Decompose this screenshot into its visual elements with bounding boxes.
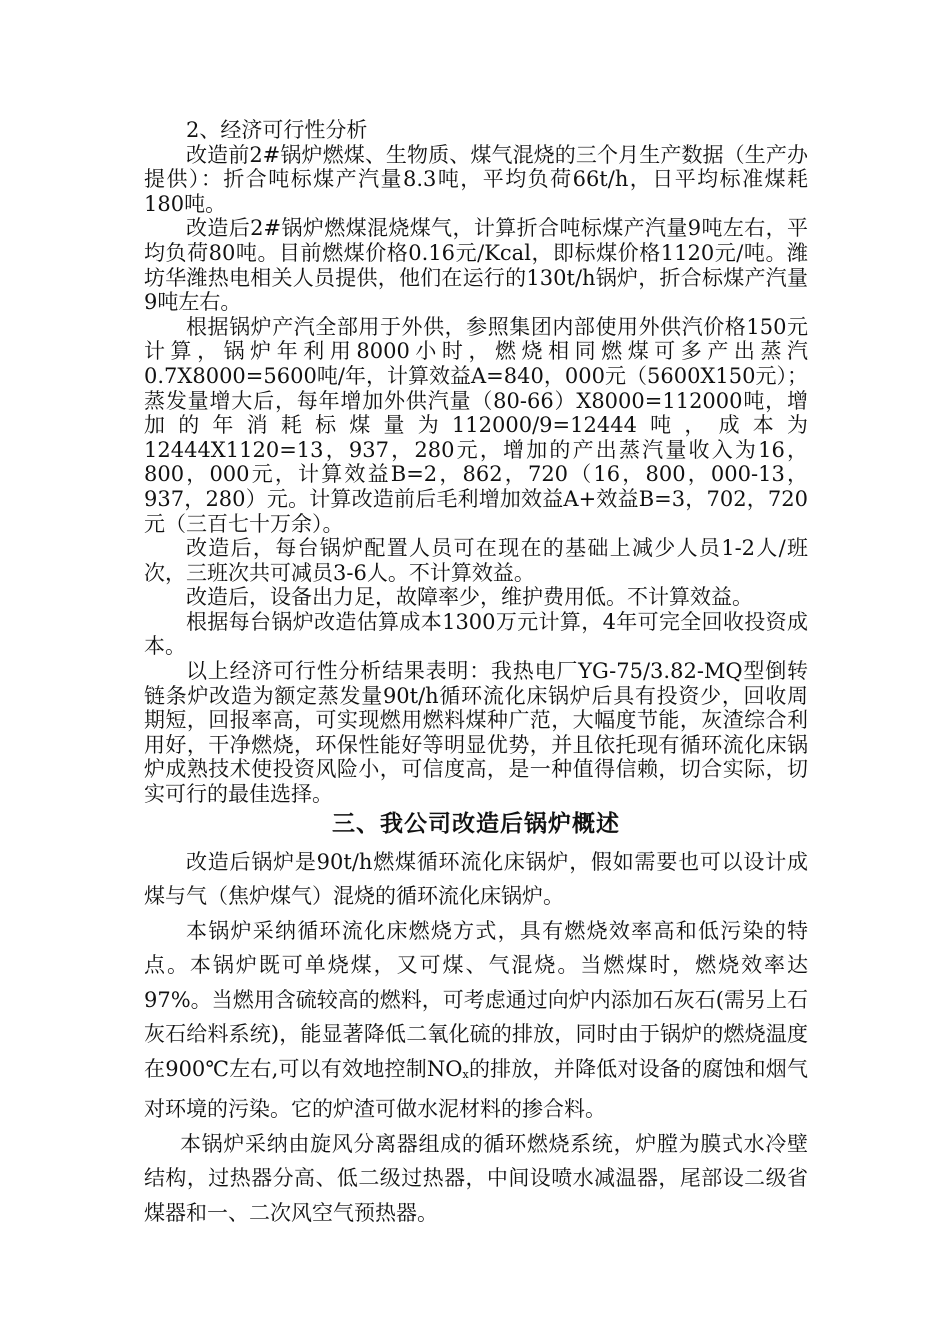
paragraph-conclusion: 以上经济可行性分析结果表明：我热电厂YG-75/3.82-MQ型倒转链条炉改造为额定蒸发量90t/h循环流化床锅炉后具有投资少，回收周期短，回报率高，可实现燃用燃料煤种广范，大幅度节能，灰渣综合利用好，干净燃烧，环保性能好等明显优势，并且依托现有循环流化床锅炉成熟技术使投资风险小，可信度高，是一种值得信赖，切合实际，切实可行的最佳选择。 — [144, 659, 808, 807]
boiler-overview-section — [144, 845, 808, 1231]
combustion-text-part2: 的排放，并降低对设备的腐蚀和烟气对环境的污染。它的炉渣可做水泥材料的掺合料。 — [144, 1056, 809, 1122]
paragraph-boiler-type: 改造后锅炉是90t/h燃煤循环流化床锅炉，假如需要也可以设计成煤与气（焦炉煤气）混烧的循环流化床锅炉。 — [144, 849, 808, 909]
section-heading: 三、我公司改造后锅炉概述 — [332, 810, 620, 837]
paragraph-before-retrofit: 改造前2#锅炉燃煤、生物质、煤气混烧的三个月生产数据（生产办提供）：折合吨标煤产汽量8.3吨，平均负荷66t/h，日平均标准煤耗180吨。 — [144, 142, 808, 216]
paragraph-after-retrofit: 改造后2#锅炉燃煤混烧煤气，计算折合吨标煤产汽量9吨左右，平均负荷80吨。目前燃煤价格0.16元/Kcal，即标煤价格1120元/吨。潍坊华潍热电相关人员提供，他们在运行的130t/h锅炉，折合标煤产汽量9吨左右。 — [144, 216, 808, 315]
paragraph-circulation-system: 本锅炉采纳由旋风分离器组成的循环燃烧系统，炉膛为膜式水冷壁结构，过热器分高、低二级过热器，中间设喷水减温器，尾部设二级省煤器和一、二次风空气预热器。 — [144, 1131, 808, 1225]
section-subheading: 2、经济可行性分析 — [186, 118, 368, 142]
paragraph-benefit-calculation: 根据锅炉产汽全部用于外供，参照集团内部使用外供汽价格150元计算，锅炉年利用8000小时，燃烧相同燃煤可多产出蒸汽0.7X8000=5600吨/年，计算效益A=840，000元（5600X150元）；蒸发量增大后，每年增加外供汽量（80-66）X8000=112000吨，增加的年消耗标煤量为112000/9=12444吨，成本为12444X1120=13，937，280元，增加的产出蒸汽量收入为16，800，000元，计算效益B=2，862，720（16，800，000-13，937，280）元。计算改造前后毛利增加效益A+效益B=3，702，720元（三百七十万余）。 — [144, 314, 808, 536]
document-page — [144, 118, 808, 1230]
combustion-text-part1: 本锅炉采纳循环流化床燃烧方式，具有燃烧效率高和低污染的特点。本锅炉既可单烧煤，又可煤、气混烧。当燃煤时，燃烧效率达97%。当燃用含硫较高的燃料，可考虑通过向炉内添加石灰石(需另上石灰石给料系统)，能显著降低二氧化硫的排放，同时由于锅炉的燃烧温度在900℃左右,可以有效地控制NO — [144, 918, 808, 1081]
paragraph-staff-reduction: 改造后，每台锅炉配置人员可在现在的基础上减少人员1-2人/班次，三班次共可减员3-6人。不计算效益。 — [144, 536, 808, 585]
economic-feasibility-section — [144, 118, 808, 807]
paragraph-cost-recovery: 根据每台锅炉改造估算成本1300万元计算，4年可完全回收投资成本。 — [144, 609, 808, 659]
paragraph-equipment-output: 改造后，设备出力足，故障率少，维护费用低。不计算效益。 — [186, 585, 753, 610]
paragraph-combustion — [144, 914, 808, 1127]
nox-subscript: x — [462, 1067, 469, 1081]
